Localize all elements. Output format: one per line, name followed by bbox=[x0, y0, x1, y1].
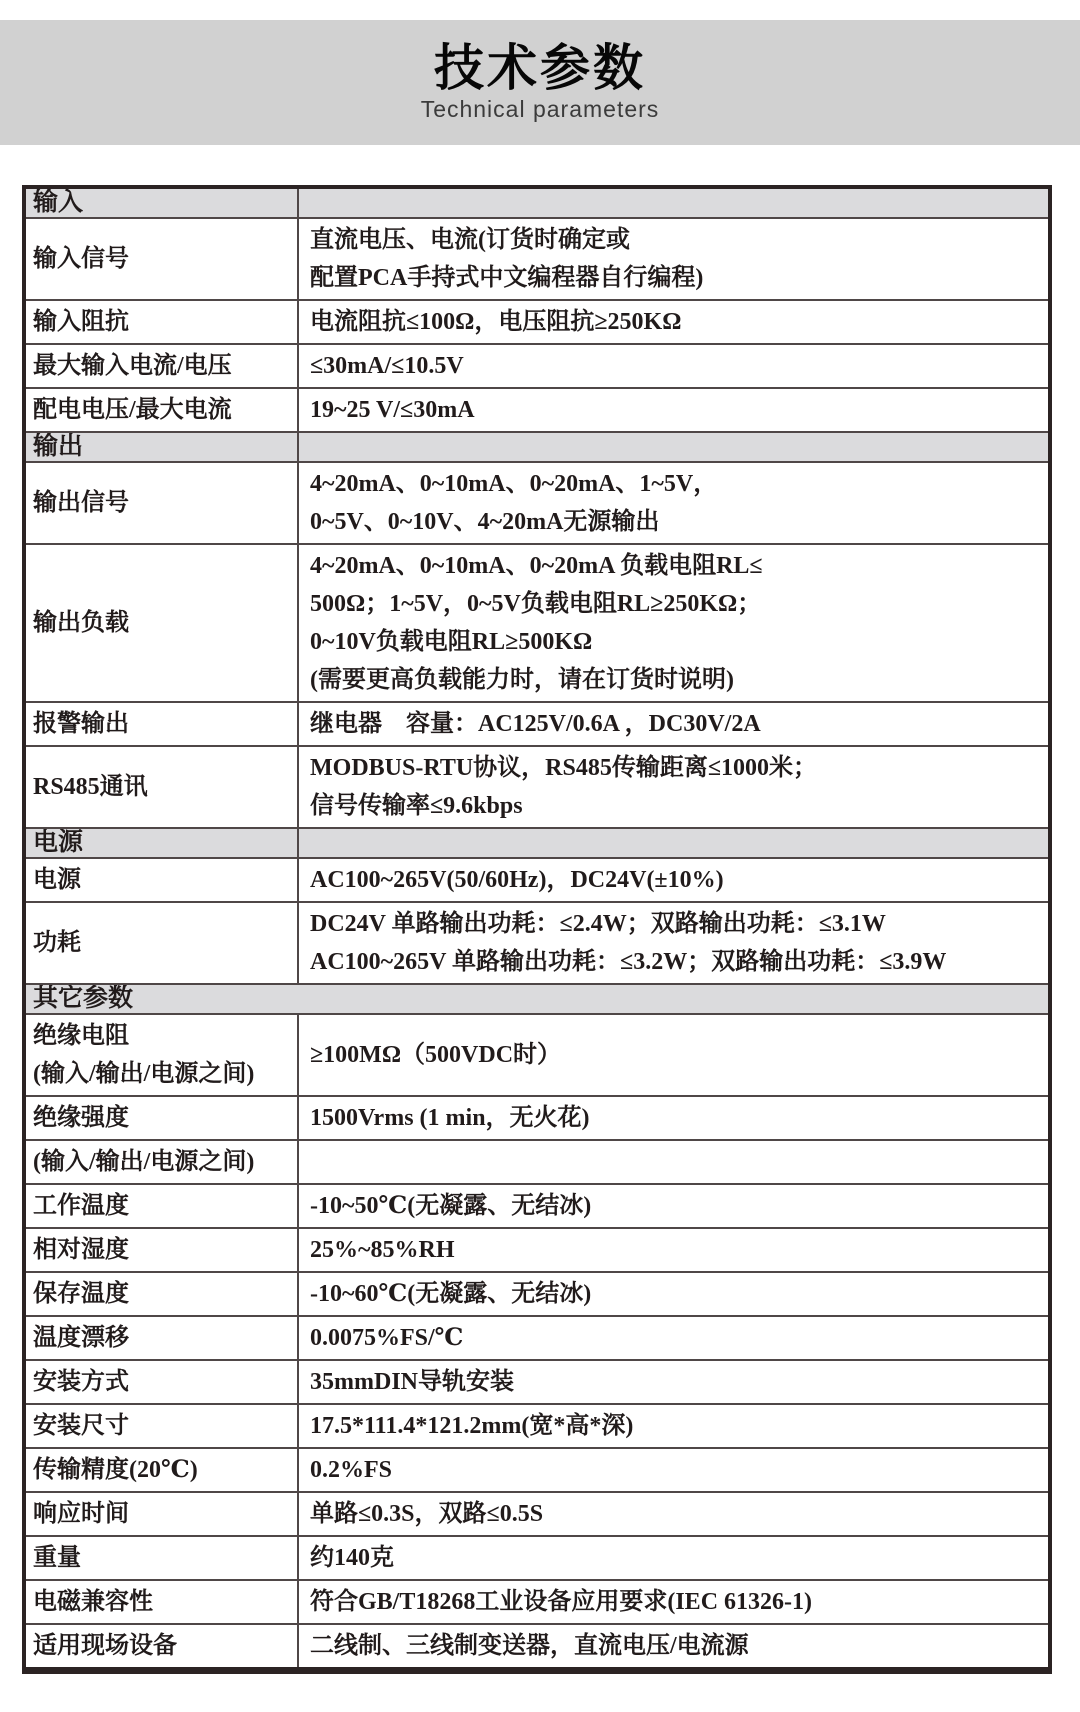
cell-line: 工作温度 bbox=[33, 1193, 129, 1219]
param-value bbox=[298, 1228, 1050, 1272]
cell-line: 重量 bbox=[33, 1545, 81, 1571]
cell-line: (输入/输出/电源之间) bbox=[33, 1149, 255, 1175]
param-label bbox=[24, 544, 298, 702]
cell-line: MODBUS-RTU协议，RS485传输距离≤1000米； bbox=[310, 755, 818, 781]
param-label bbox=[24, 1404, 298, 1448]
param-value bbox=[298, 1014, 1050, 1096]
cell-line: 0.2%FS bbox=[310, 1457, 393, 1483]
cell-line: 符合GB/T18268工业设备应用要求(IEC 61326-1) bbox=[310, 1589, 813, 1615]
cell-line: 二线制、三线制变送器，直流电压/电流源 bbox=[310, 1633, 749, 1659]
table-row bbox=[24, 858, 1050, 902]
section-label: 电源 bbox=[24, 828, 298, 858]
technical-parameters-table bbox=[22, 185, 1052, 1674]
cell-line: 单路≤0.3S，双路≤0.5S bbox=[310, 1501, 544, 1527]
cell-line: 最大输入电流/电压 bbox=[33, 353, 232, 379]
cell-line: DC24V 单路输出功耗：≤2.4W；双路输出功耗：≤3.1W bbox=[310, 911, 886, 937]
param-label bbox=[24, 1536, 298, 1580]
cell-line: 保存温度 bbox=[33, 1281, 129, 1307]
table-row bbox=[24, 1316, 1050, 1360]
param-label bbox=[24, 1272, 298, 1316]
table-row bbox=[24, 1360, 1050, 1404]
cell-line: 35mmDIN导轨安装 bbox=[310, 1369, 514, 1395]
cell-line: 输出信号 bbox=[33, 490, 129, 516]
table-row bbox=[24, 388, 1050, 432]
cell-line: 配电电压/最大电流 bbox=[33, 397, 232, 423]
section-label: 其它参数 bbox=[24, 984, 1050, 1014]
cell-line: 配置PCA手持式中文编程器自行编程) bbox=[310, 265, 704, 291]
cell-line: 报警输出 bbox=[33, 711, 129, 737]
cell-line: 0.0075%FS/℃ bbox=[310, 1325, 464, 1351]
param-value bbox=[298, 1492, 1050, 1536]
cell-line: 25%~85%RH bbox=[310, 1237, 455, 1263]
cell-line: 17.5*111.4*121.2mm(宽*高*深) bbox=[310, 1413, 634, 1439]
param-label bbox=[24, 1360, 298, 1404]
cell-line: 电磁兼容性 bbox=[33, 1589, 153, 1615]
param-label bbox=[24, 388, 298, 432]
table-row bbox=[24, 702, 1050, 746]
table-row bbox=[24, 1096, 1050, 1140]
param-label bbox=[24, 462, 298, 544]
table-row bbox=[24, 344, 1050, 388]
cell-line: 电源 bbox=[33, 867, 81, 893]
cell-line: AC100~265V(50/60Hz)，DC24V(±10%) bbox=[310, 867, 724, 893]
table-row bbox=[24, 462, 1050, 544]
cell-line: 功耗 bbox=[33, 930, 81, 956]
cell-line: 500Ω；1~5V，0~5V负载电阻RL≥250KΩ； bbox=[310, 591, 762, 617]
param-label bbox=[24, 1580, 298, 1624]
param-value bbox=[298, 746, 1050, 828]
section-label: 输入 bbox=[24, 187, 298, 218]
param-value bbox=[298, 1404, 1050, 1448]
cell-line: 温度漂移 bbox=[33, 1325, 129, 1351]
param-label bbox=[24, 702, 298, 746]
section-row bbox=[24, 187, 1050, 218]
param-value bbox=[298, 1360, 1050, 1404]
param-value bbox=[298, 1316, 1050, 1360]
table-row bbox=[24, 1580, 1050, 1624]
table-row bbox=[24, 902, 1050, 984]
cell-line: ≤30mA/≤10.5V bbox=[310, 353, 464, 379]
param-value bbox=[298, 388, 1050, 432]
cell-line: 输出负载 bbox=[33, 610, 129, 636]
cell-line: 信号传输率≤9.6kbps bbox=[310, 793, 523, 819]
param-value bbox=[298, 1272, 1050, 1316]
param-value bbox=[298, 544, 1050, 702]
param-value bbox=[298, 1624, 1050, 1671]
cell-line: 传输精度(20℃) bbox=[33, 1457, 198, 1483]
cell-line: -10~50℃(无凝露、无结冰) bbox=[310, 1193, 592, 1219]
cell-line: ≥100MΩ（500VDC时） bbox=[310, 1042, 562, 1068]
cell-line: 直流电压、电流(订货时确定或 bbox=[310, 227, 630, 253]
param-value bbox=[298, 300, 1050, 344]
param-value bbox=[298, 1184, 1050, 1228]
table-row bbox=[24, 1140, 1050, 1184]
table-row bbox=[24, 1404, 1050, 1448]
param-label bbox=[24, 1140, 298, 1184]
cell-line: 相对湿度 bbox=[33, 1237, 129, 1263]
table-row bbox=[24, 1536, 1050, 1580]
cell-line: (需要更高负载能力时，请在订货时说明) bbox=[310, 667, 734, 693]
cell-line: 0~5V、0~10V、4~20mA无源输出 bbox=[310, 509, 660, 535]
param-label bbox=[24, 1096, 298, 1140]
param-value bbox=[298, 218, 1050, 300]
cell-line: 电流阻抗≤100Ω，电压阻抗≥250KΩ bbox=[310, 309, 682, 335]
table-row bbox=[24, 1272, 1050, 1316]
param-label bbox=[24, 1448, 298, 1492]
cell-line: 继电器 容量：AC125V/0.6A ，DC30V/2A bbox=[310, 711, 761, 737]
section-row bbox=[24, 828, 1050, 858]
cell-line: 绝缘电阻 bbox=[33, 1023, 129, 1049]
cell-line: 安装方式 bbox=[33, 1369, 129, 1395]
param-label bbox=[24, 344, 298, 388]
section-empty-cell bbox=[298, 187, 1050, 218]
param-value bbox=[298, 1096, 1050, 1140]
cell-line: 4~20mA、0~10mA、0~20mA、1~5V， bbox=[310, 471, 718, 497]
param-value bbox=[298, 1536, 1050, 1580]
cell-line: 0~10V负载电阻RL≥500KΩ bbox=[310, 629, 593, 655]
cell-line: 19~25 V/≤30mA bbox=[310, 397, 475, 423]
table-row bbox=[24, 1014, 1050, 1096]
param-label bbox=[24, 902, 298, 984]
param-value bbox=[298, 462, 1050, 544]
table-row bbox=[24, 1184, 1050, 1228]
cell-line: RS485通讯 bbox=[33, 774, 148, 800]
param-value bbox=[298, 1448, 1050, 1492]
param-label bbox=[24, 1316, 298, 1360]
cell-line: 输入阻抗 bbox=[33, 309, 129, 335]
param-value bbox=[298, 902, 1050, 984]
table-row bbox=[24, 1448, 1050, 1492]
cell-line: 4~20mA、0~10mA、0~20mA 负载电阻RL≤ bbox=[310, 553, 763, 579]
section-empty-cell bbox=[298, 828, 1050, 858]
param-label bbox=[24, 300, 298, 344]
param-value bbox=[298, 1140, 1050, 1184]
table-row bbox=[24, 218, 1050, 300]
param-value bbox=[298, 1580, 1050, 1624]
param-label bbox=[24, 1624, 298, 1671]
table-row bbox=[24, 1624, 1050, 1671]
cell-line: AC100~265V 单路输出功耗：≤3.2W；双路输出功耗：≤3.9W bbox=[310, 949, 947, 975]
cell-line: 1500Vrms (1 min，无火花) bbox=[310, 1105, 590, 1131]
spec-table-body bbox=[24, 187, 1050, 1671]
param-label bbox=[24, 1228, 298, 1272]
section-empty-cell bbox=[298, 432, 1050, 462]
page-header-banner bbox=[0, 20, 1080, 145]
table-row bbox=[24, 300, 1050, 344]
table-row bbox=[24, 1492, 1050, 1536]
param-label bbox=[24, 746, 298, 828]
section-row bbox=[24, 984, 1050, 1014]
param-label bbox=[24, 858, 298, 902]
cell-line: 约140克 bbox=[310, 1545, 394, 1571]
page-title: 技术参数 bbox=[434, 40, 646, 96]
cell-line: (输入/输出/电源之间) bbox=[33, 1061, 255, 1087]
table-row bbox=[24, 544, 1050, 702]
section-label: 输出 bbox=[24, 432, 298, 462]
param-value bbox=[298, 702, 1050, 746]
section-row bbox=[24, 432, 1050, 462]
param-value bbox=[298, 344, 1050, 388]
param-label bbox=[24, 1492, 298, 1536]
cell-line: 安装尺寸 bbox=[33, 1413, 129, 1439]
param-label bbox=[24, 218, 298, 300]
cell-line: -10~60℃(无凝露、无结冰) bbox=[310, 1281, 592, 1307]
table-row bbox=[24, 746, 1050, 828]
param-label bbox=[24, 1184, 298, 1228]
page-subtitle: Technical parameters bbox=[420, 96, 660, 122]
table-row bbox=[24, 1228, 1050, 1272]
param-label bbox=[24, 1014, 298, 1096]
param-value bbox=[298, 858, 1050, 902]
cell-line: 响应时间 bbox=[33, 1501, 129, 1527]
cell-line: 绝缘强度 bbox=[33, 1105, 129, 1131]
cell-line: 输入信号 bbox=[33, 246, 129, 272]
cell-line: 适用现场设备 bbox=[33, 1633, 177, 1659]
